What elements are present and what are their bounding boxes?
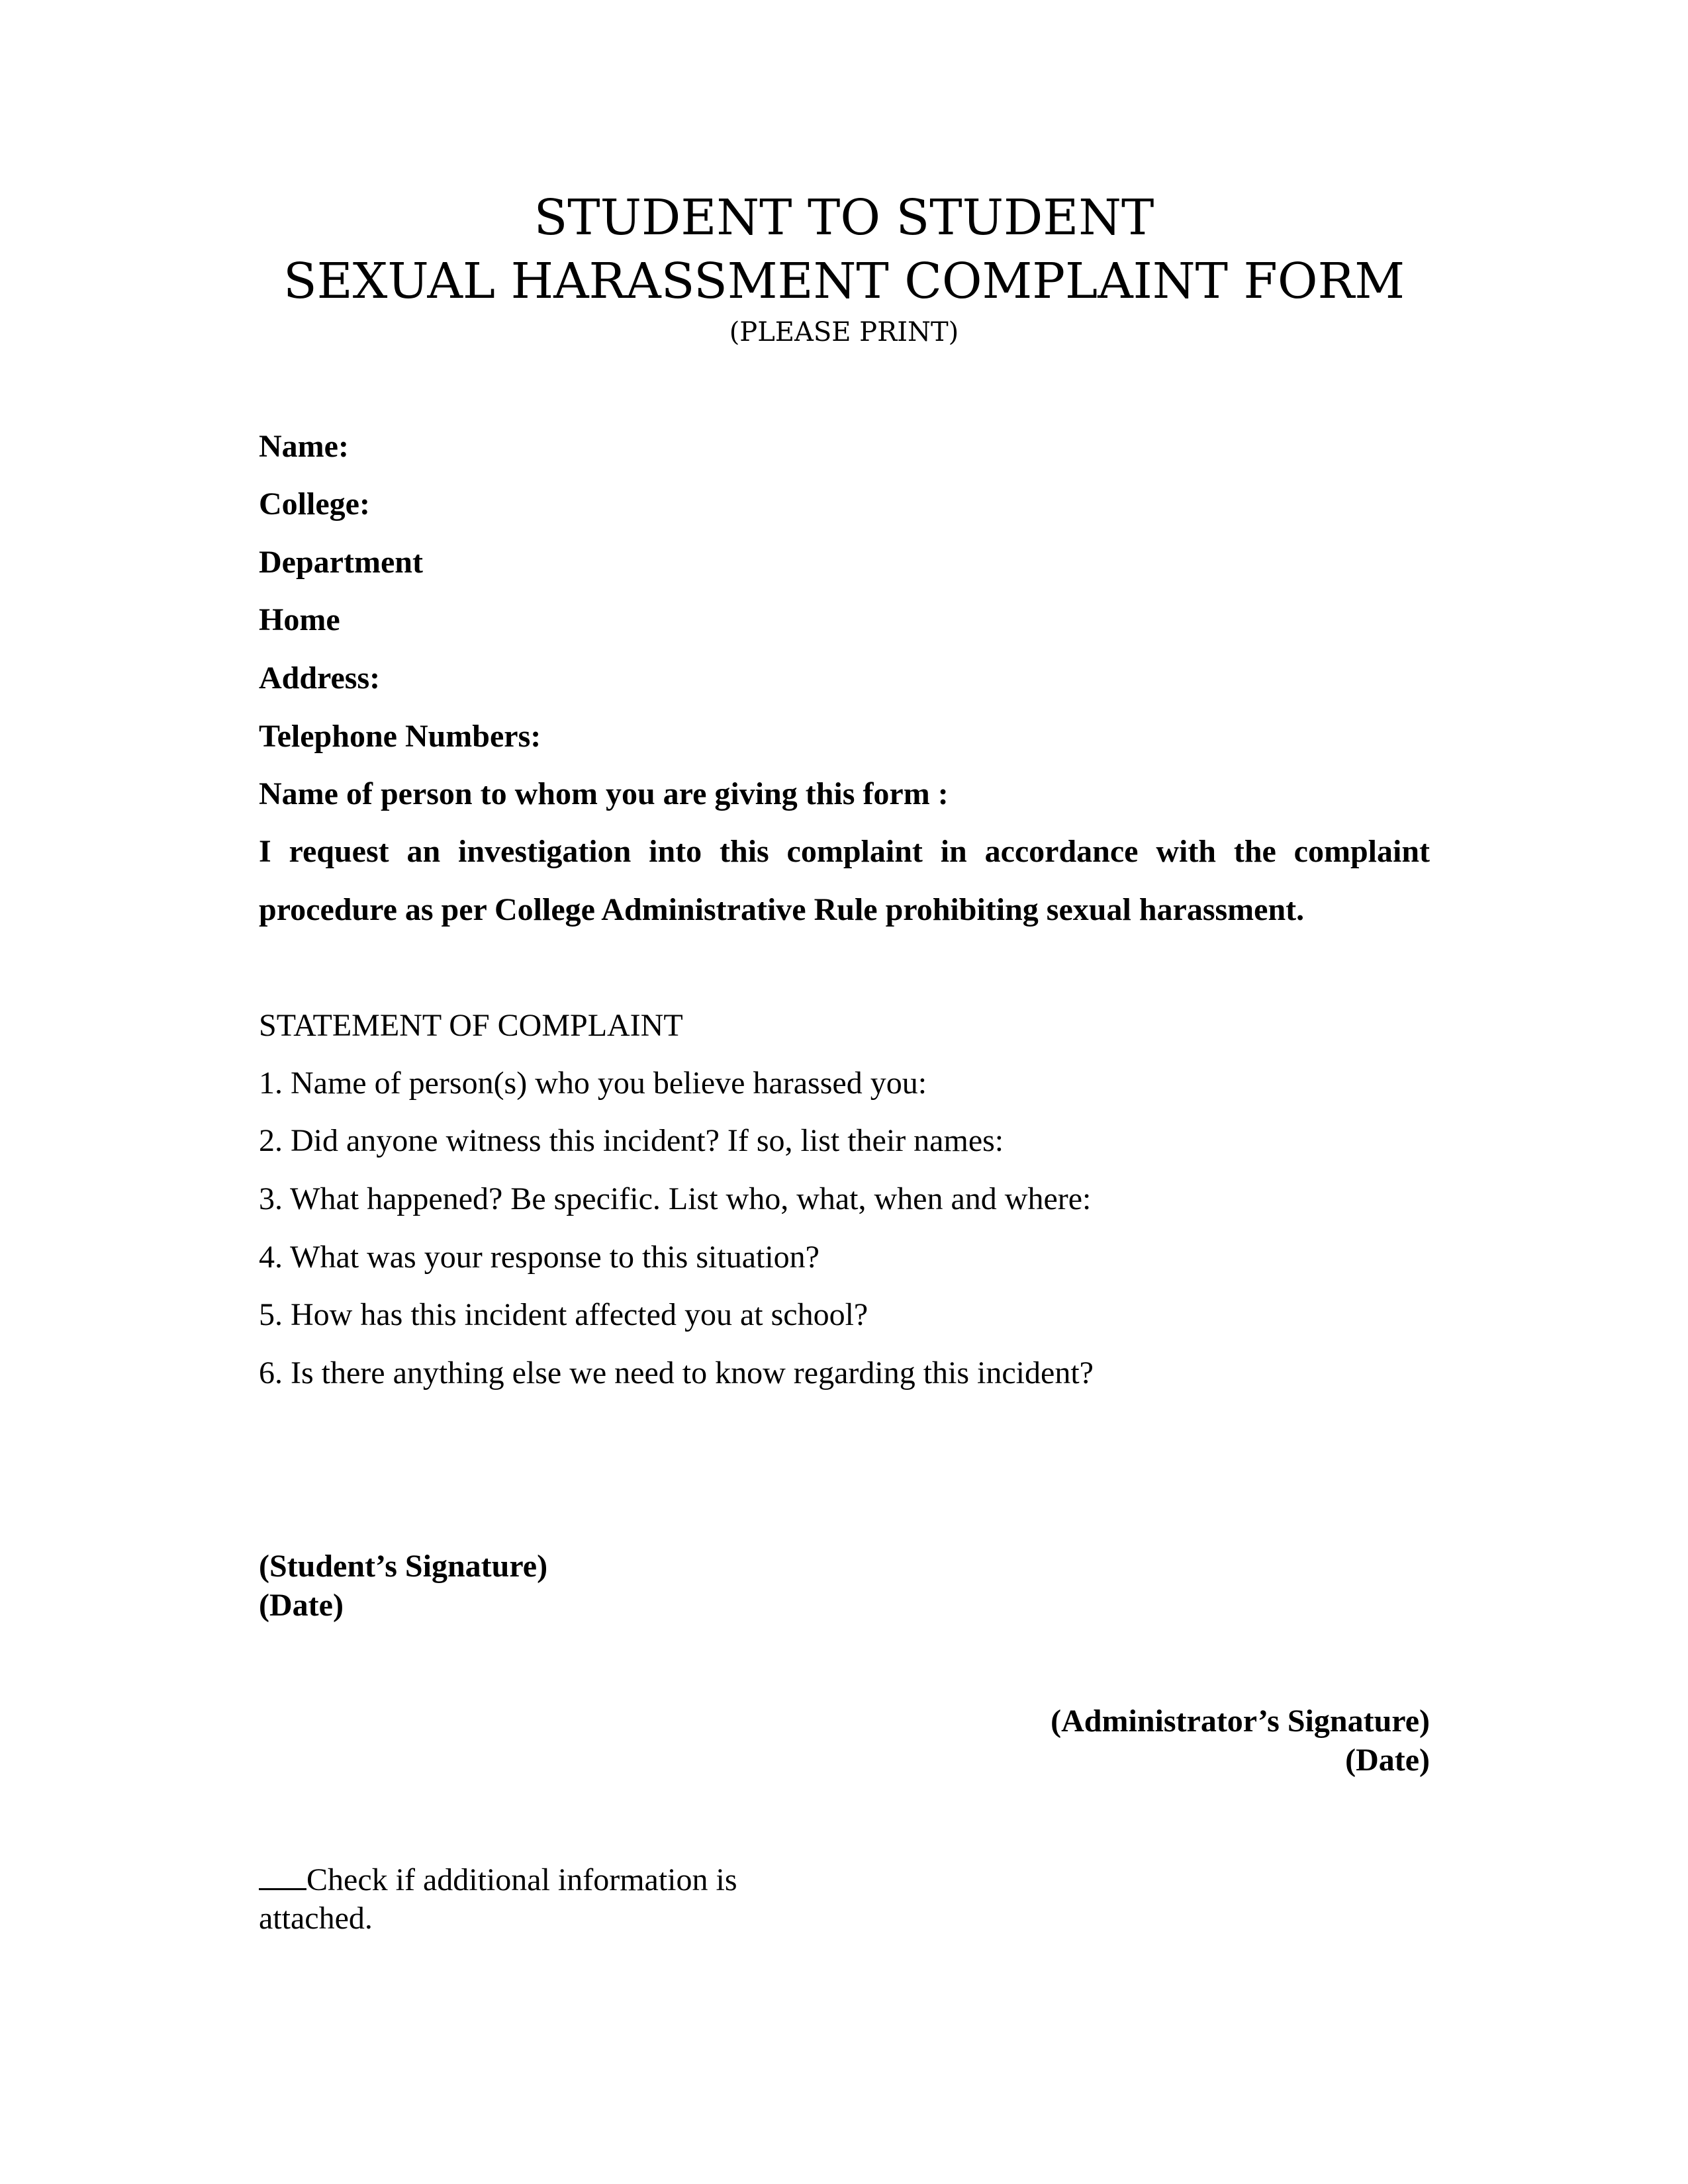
question-4: 4. What was your response to this situation? [259, 1240, 820, 1275]
address-field-label: Address: [259, 660, 381, 696]
name-field-label: Name: [259, 429, 349, 464]
statement-heading: STATEMENT OF COMPLAINT [259, 1008, 683, 1043]
question-1: 1. Name of person(s) who you believe harassed you: [259, 1066, 927, 1101]
question-2: 2. Did anyone witness this incident? If so, list their names: [259, 1123, 1004, 1158]
question-3: 3. What happened? Be specific. List who, what, when and where: [259, 1181, 1092, 1216]
request-statement-line-2: procedure as per College Administrative Rule prohibiting sexual harassment. [259, 892, 1305, 927]
attachment-check [259, 1861, 788, 1938]
form-subtitle: (PLEASE PRINT) [729, 317, 959, 347]
question-6: 6. Is there anything else we need to know regarding this incident? [259, 1355, 1094, 1390]
home-field-label: Home [259, 602, 340, 637]
student-date-label: (Date) [259, 1588, 344, 1623]
question-5: 5. How has this incident affected you at school? [259, 1297, 868, 1332]
college-field-label: College: [259, 486, 370, 522]
administrator-signature-label: (Administrator’s Signature) [1051, 1704, 1430, 1739]
administrator-date-label: (Date) [1345, 1743, 1430, 1778]
student-signature-label: (Student’s Signature) [259, 1549, 548, 1584]
request-statement-line-1: I request an investigation into this complaint in accordance with the complaint [259, 834, 1430, 869]
attachment-check-text: Check if additional information is attached. [259, 1862, 737, 1936]
department-field-label: Department [259, 545, 423, 580]
form-title-line-2: SEXUAL HARASSMENT COMPLAINT FORM [283, 253, 1405, 310]
telephone-field-label: Telephone Numbers: [259, 719, 541, 754]
attachment-checkbox-blank[interactable] [259, 1864, 306, 1890]
recipient-field-label: Name of person to whom you are giving this form : [259, 776, 949, 811]
form-title-line-1: STUDENT TO STUDENT [534, 189, 1154, 246]
